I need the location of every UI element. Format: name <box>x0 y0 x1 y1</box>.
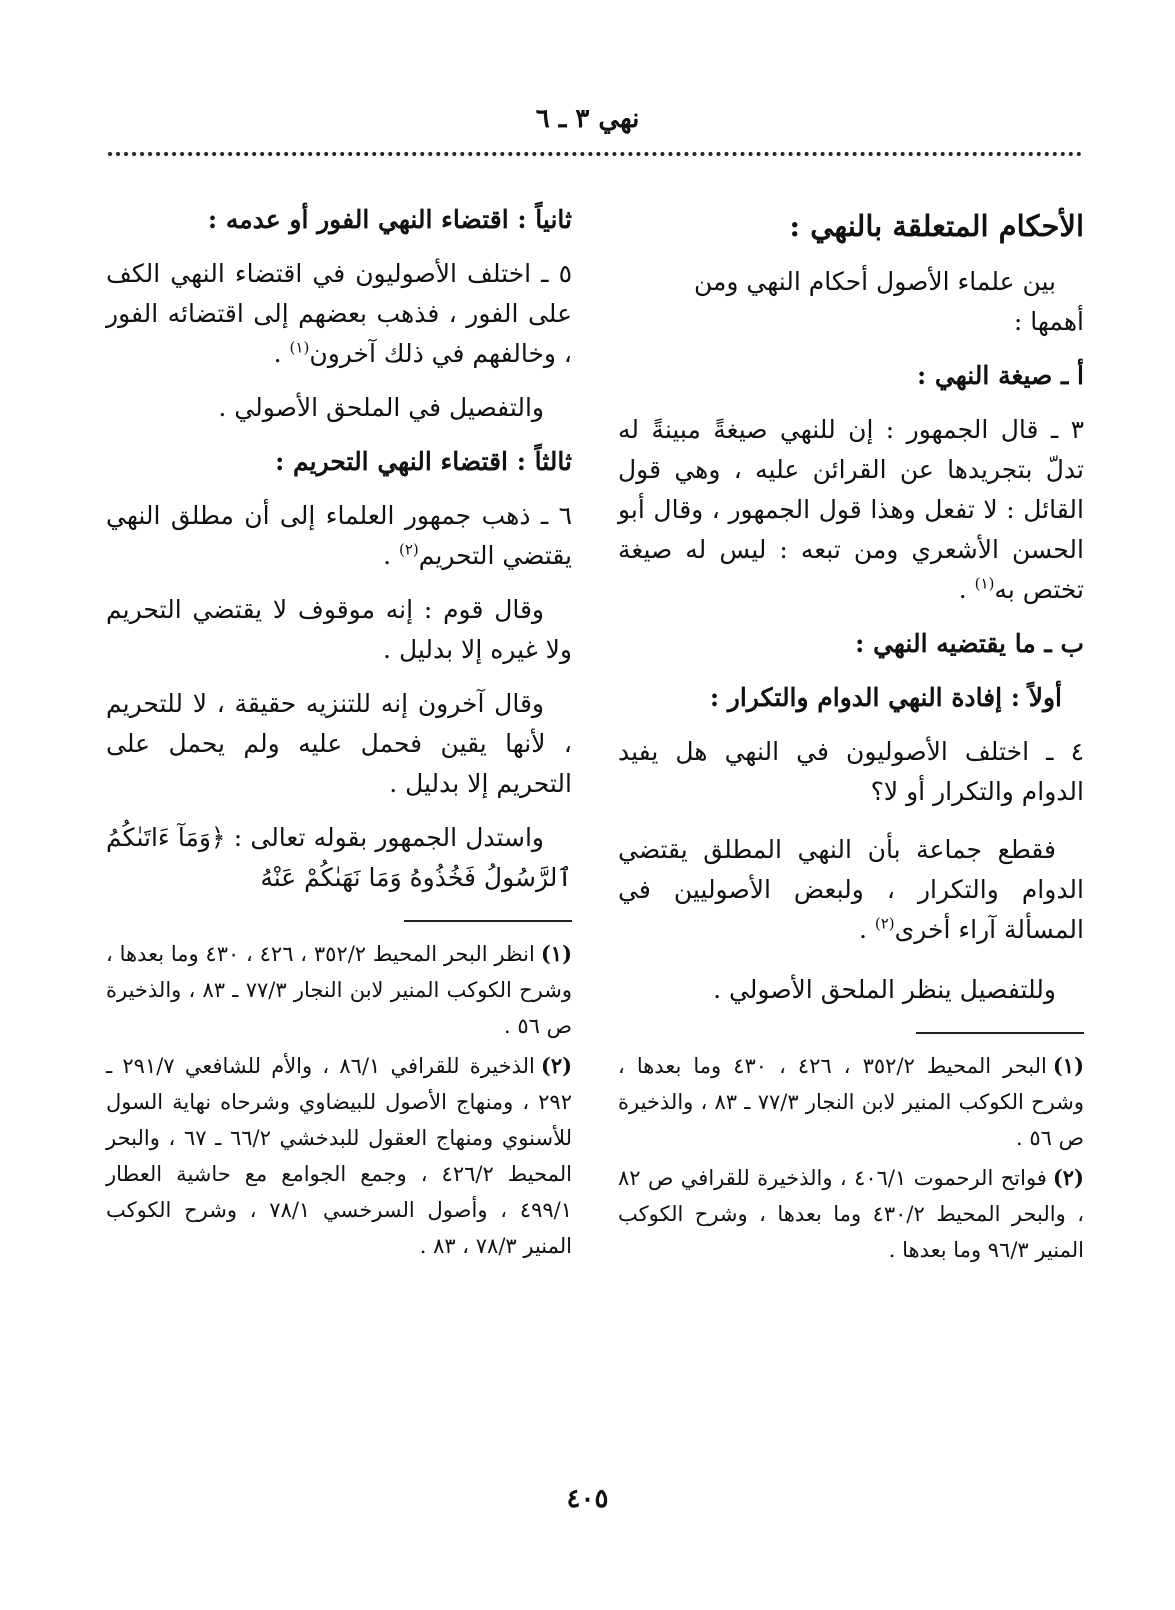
footnote-rule <box>916 1032 1084 1034</box>
footnote-ref: (١) <box>289 338 310 357</box>
running-head: نهي ٣ ـ ٦ <box>535 104 640 134</box>
page-number: ٤٠٥ <box>566 1484 609 1514</box>
footnote <box>106 936 572 1044</box>
paragraph-text: ٥ ـ اختلف الأصوليون في اقتضاء النهي الكف على الفور ، فذهب بعضهم إلى اقتضائه الفور ، وخالفهم في ذلك آخرون <box>106 259 572 368</box>
footnote-label: (٢) <box>540 1053 573 1078</box>
punctuation: . <box>958 575 975 604</box>
footnote-text: الذخيرة للقرافي ٨٦/١ ، والأم للشافعي ٢٩١/٧ ـ ٢٩٢ ، ومنهاج الأصول للبيضاوي وشرحاه نهاية السول للأسنوي ومنهاج العقول للبدخشي ٦٦/٢ ـ ٦٧ ، والبحر المحيط ٤٢٦/٢ ، وجمع الجوامع مع حاشية العطار ٤٩٩/١ ، وأصول السرخسي ٧٨/١ ، وشرح الكوكب المنير ٧٨/٣ ، ٨٣ . <box>106 1054 572 1258</box>
footnote-text: فواتح الرحموت ٤٠٦/١ ، والذخيرة للقرافي ص ٨٢ ، والبحر المحيط ٤٣٠/٢ وما بعدها ، وشرح الكوكب المنير ٩٦/٣ وما بعدها . <box>618 1166 1085 1262</box>
punctuation: . <box>273 339 290 368</box>
subsection-heading: ثالثاً : اقتضاء النهي التحريم : <box>275 447 572 476</box>
paragraph-4b <box>618 830 1084 950</box>
paragraph-text: فقطع جماعة بأن النهي المطلق يقتضي الدوام والتكرار ، ولبعض الأصوليين في المسألة آراء أخرى <box>618 835 1084 944</box>
footnote <box>618 1160 1084 1268</box>
intro-line: بين علماء الأصول أحكام النهي ومن <box>693 267 1056 296</box>
subsection-heading: ثانياً : اقتضاء النهي الفور أو عدمه : <box>207 205 572 234</box>
footnote <box>106 1048 572 1264</box>
punctuation: . <box>858 915 875 944</box>
paragraph-6b: وقال قوم : إنه موقوف لا يقتضي التحريم ولا غيره إلا بدليل . <box>106 595 572 664</box>
footnote <box>618 1048 1084 1156</box>
paragraph-4c: وللتفصيل ينظر الملحق الأصولي . <box>713 975 1056 1004</box>
footnote-label: (١) <box>1052 1053 1084 1078</box>
footnote-rule <box>404 920 572 922</box>
footnote-ref: (٢) <box>874 914 895 933</box>
footnote-text: انظر البحر المحيط ٣٥٢/٢ ، ٤٢٦ ، ٤٣٠ وما بعدها ، وشرح الكوكب المنير لابن النجار ٧٧/٣ ـ ٨٣ ، والذخيرة ص ٥٦ . <box>106 942 572 1038</box>
paragraph-6d: واستدل الجمهور بقوله تعالى : ﴿وَمَآ ءَاتَىٰكُمُ ٱلرَّسُولُ فَخُذُوهُ وَمَا نَهَىٰكُمْ عَنْهُ <box>106 823 572 892</box>
footnote-label: (١) <box>540 941 572 966</box>
subsection-heading: أولاً : إفادة النهي الدوام والتكرار : <box>709 683 1062 712</box>
footnote-ref: (٢) <box>398 540 419 559</box>
footnote-text: البحر المحيط ٣٥٢/٢ ، ٤٢٦ ، ٤٣٠ وما بعدها ، وشرح الكوكب المنير لابن النجار ٧٧/٣ ـ ٨٣ ، والذخيرة ص ٥٦ . <box>618 1054 1084 1150</box>
subsection-heading: ب ـ ما يقتضيه النهي : <box>855 629 1084 658</box>
header-dotted-rule <box>108 152 1082 156</box>
footnote-label: (٢) <box>1052 1165 1084 1190</box>
paragraph-4: ٤ ـ اختلف الأصوليون في النهي هل يفيد الدوام والتكرار أو لا؟ <box>618 737 1084 806</box>
paragraph-6c: وقال آخرون إنه للتنزيه حقيقة ، لا للتحريم ، لأنها يقين فحمل عليه ولم يحمل على التحريم إلا بدليل . <box>106 689 572 798</box>
subsection-heading: أ ـ صيغة النهي : <box>916 361 1084 390</box>
intro-line: أهمها : <box>1013 307 1084 336</box>
paragraph-5b: والتفصيل في الملحق الأصولي . <box>218 393 544 422</box>
paragraph-3 <box>618 410 1084 610</box>
paragraph-text: ٦ ـ ذهب جمهور العلماء إلى أن مطلق النهي يقتضي التحريم <box>106 501 572 570</box>
paragraph-5 <box>106 254 572 374</box>
paragraph-6 <box>106 496 572 576</box>
section-heading: الأحكام المتعلقة بالنهي : <box>789 209 1084 243</box>
left-column <box>106 200 572 1268</box>
paragraph-text: ٣ ـ قال الجمهور : إن للنهي صيغةً مبينةً له تدلّ بتجريدها عن القرائن عليه ، وهي قول القائل : لا تفعل وهذا قول الجمهور ، وقال أبو الحسن الأشعري ومن تبعه : ليس له صيغة تختص به <box>618 415 1084 604</box>
right-column <box>618 200 1084 1272</box>
footnote-ref: (١) <box>974 574 995 593</box>
punctuation: . <box>383 541 399 570</box>
